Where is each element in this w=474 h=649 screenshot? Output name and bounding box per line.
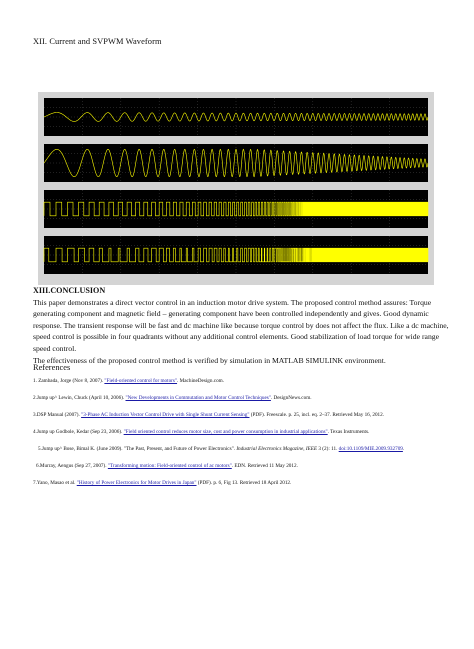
reference-text: (PDF). p. 6, Fig 13. Retrieved 18 April 2012. [196, 480, 292, 486]
reference-text: 3.DSP Manual (2007). [33, 412, 82, 418]
reference-item [33, 395, 453, 401]
reference-link[interactable]: "Transforming motion: Field-oriented control of ac motors" [107, 463, 232, 469]
conclusion-heading-prefix: XIII. [33, 286, 51, 295]
reference-text: 2.Jump up^ Lewin, Chuck (April 10, 2006). [33, 395, 126, 401]
reference-text: 6.Murray, Aengus (Sep 27, 2007). [36, 463, 108, 469]
reference-link[interactable]: "Field-oriented control for motors" [104, 378, 178, 384]
references-list [33, 378, 453, 497]
section-title: XII. Current and SVPWM Waveform [33, 37, 162, 46]
reference-item [33, 480, 453, 486]
reference-link[interactable]: "History of Power Electronics for Motor Drives in Japan" [76, 480, 197, 486]
reference-text: . [402, 446, 405, 452]
reference-item [33, 446, 453, 452]
reference-text: . Texas Instruments. [327, 429, 370, 435]
reference-text: 1. Zambada, Jorge (Nov 8, 2007). [33, 378, 105, 384]
reference-item [33, 412, 453, 418]
reference-item [33, 463, 453, 469]
reference-text: 3 (2): 11. [317, 446, 339, 452]
conclusion-body-2: The effectiveness of the proposed control method is verified by simulation in MATLAB SIMULINK environment. [33, 355, 386, 365]
reference-text: 5.Jump up^ Bose, Bimal K. (June 2009). [38, 446, 124, 452]
conclusion-body: This paper demonstrates a direct vector control in an induction motor drive system. The proposed control method assures: Torque generating component and magnetic field – generating component have been controlled independently and gives. Good dynamic response. The transient response will be fast and dc machine like because torque control by does not affect the flux. Like a dc machine, speed control is possible in four quadrants without any additional control elements. Good stabilization of load torque for wide range speed control. [33, 297, 449, 353]
reference-text: . EDN. Retrieved 11 May 2012. [231, 463, 298, 469]
scope-plot [38, 92, 434, 285]
reference-item [33, 378, 453, 384]
reference-link[interactable]: "New Developments in Commutation and Motor Control Techniques" [125, 395, 271, 401]
reference-text: "The Past, Present, and Future of Power Electronics". [123, 446, 237, 452]
reference-link[interactable]: "Field oriented control reduces motor size, cost and power consumption in industrial applications" [123, 429, 328, 435]
reference-journal: Industrial Electronics Magazine, IEEE [236, 446, 318, 452]
conclusion-heading: CONCLUSION [50, 286, 106, 295]
reference-item [33, 429, 453, 435]
reference-text: . MachineDesign.com. [177, 378, 225, 384]
reference-text: 7.Yano, Masao et al. [33, 480, 77, 486]
reference-text: 4.Jump up Godbole, Kedar (Sep 23, 2006). [33, 429, 124, 435]
simulation-waveform-figure [38, 92, 434, 285]
reference-doi-link[interactable]: doi:10.1109/MIE.2009.932709 [338, 446, 403, 452]
conclusion-section [33, 285, 451, 366]
reference-text: (PDF). Freescale. p. 25, incl. eq. 2–37. Retrieved May 16, 2012. [249, 412, 385, 418]
references-heading: References [33, 363, 71, 372]
reference-text: . DesignNews.com. [270, 395, 312, 401]
reference-link[interactable]: "3-Phase AC Induction Vector Control Drive with Single Shunt Current Sensing" [81, 412, 250, 418]
